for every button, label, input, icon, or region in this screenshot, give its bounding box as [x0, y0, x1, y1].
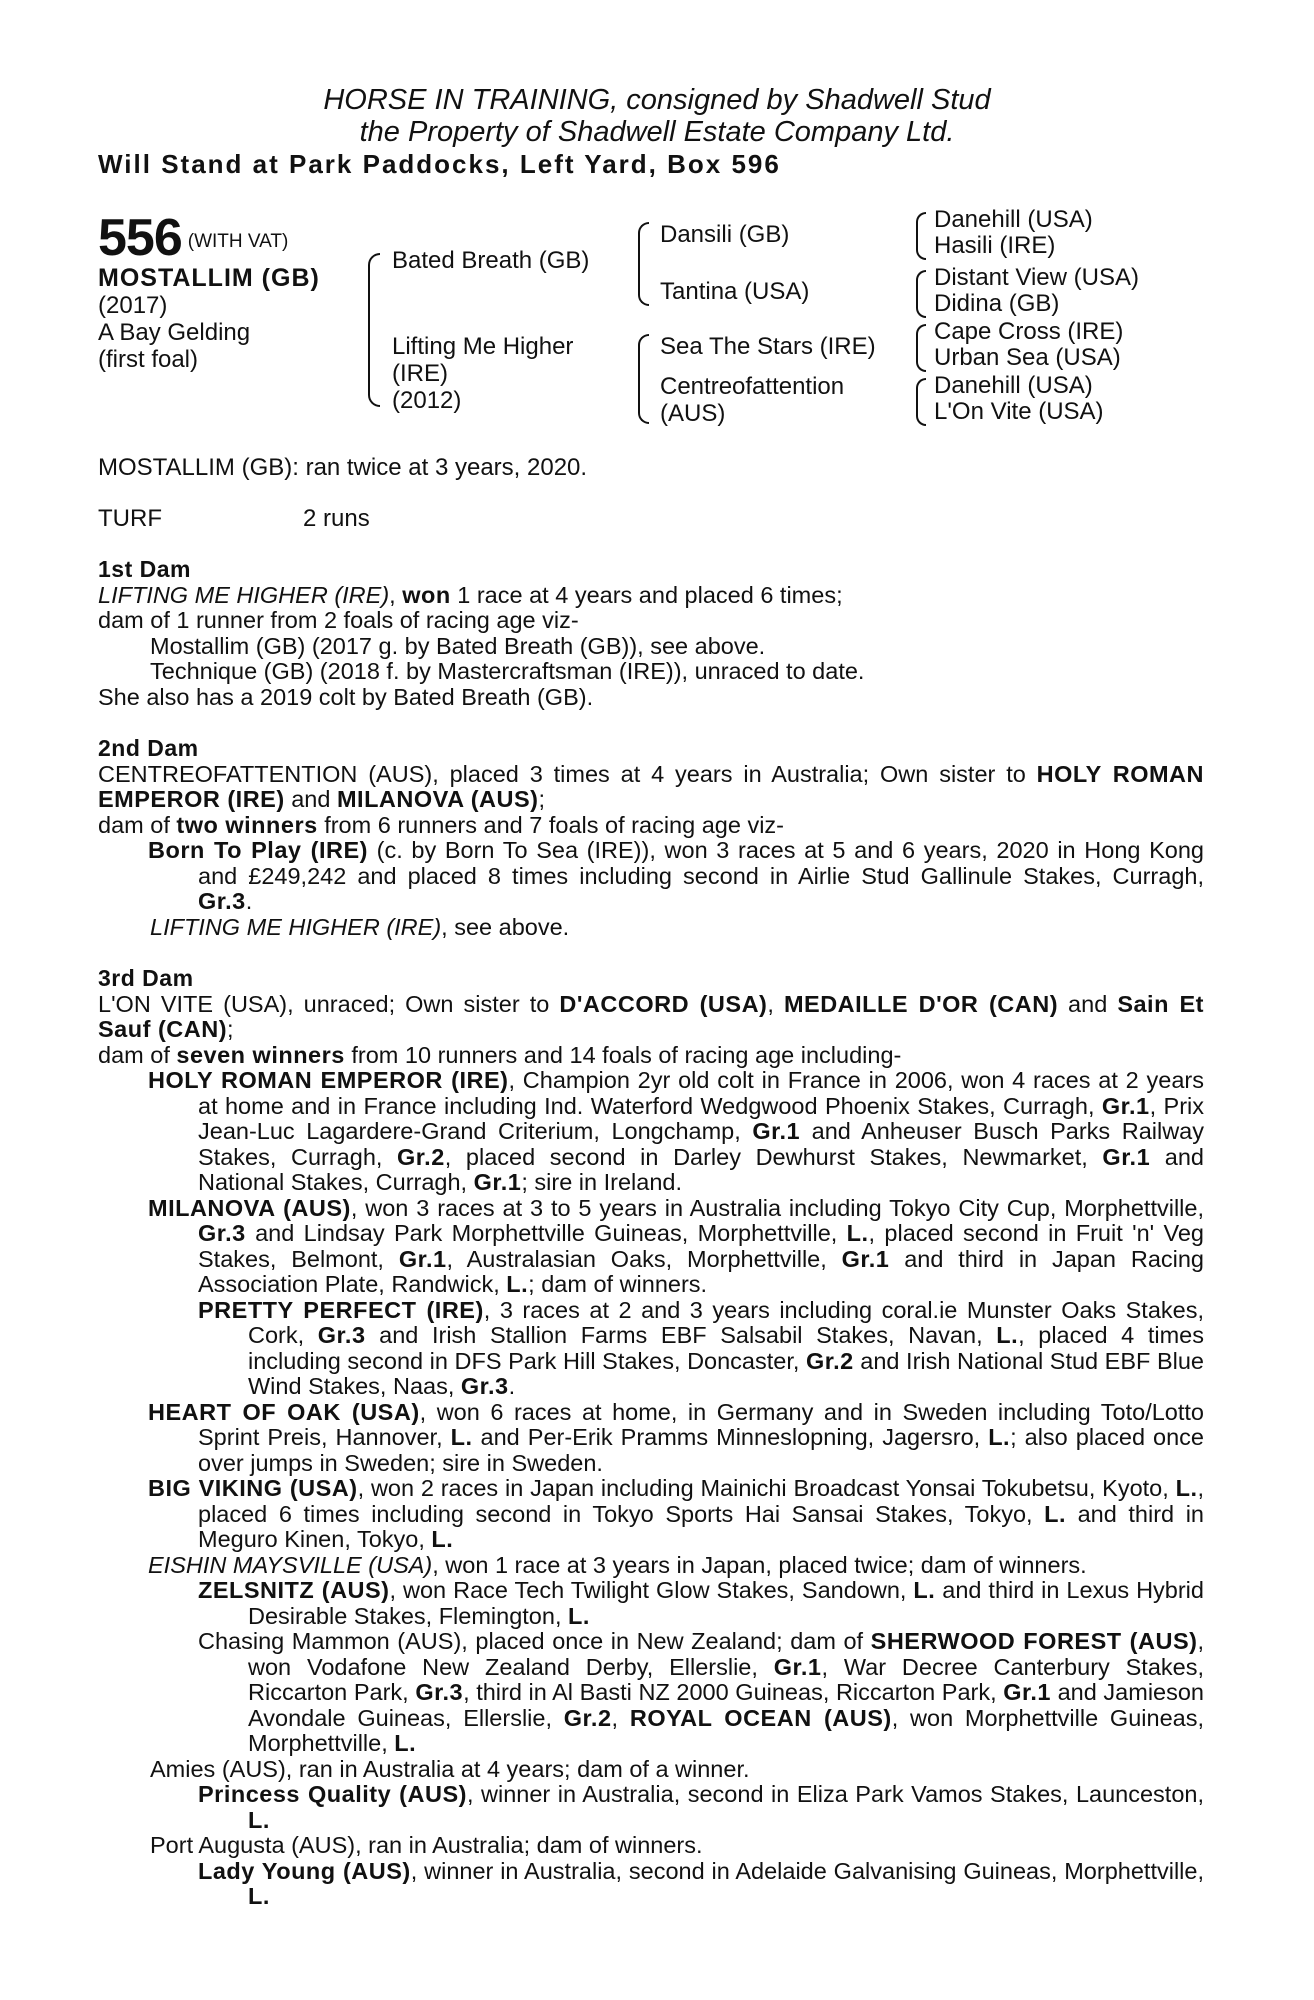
vat-note: (WITH VAT) [187, 231, 289, 252]
pedigree-brace [368, 253, 380, 407]
pedigree-sdd: Didina (GB) [934, 290, 1060, 317]
pedigree-dsd: Urban Sea (USA) [934, 344, 1121, 371]
produce-item: HEART OF OAK (USA), won 6 races at home, in Germany and in Sweden including Toto/Lotto Sprint Preis, Hannover, L. and Per-Erik Pramms Minneslopning, Jagersro, L.; also placed once over jumps in Sweden; sire in Sweden. [148, 1398, 1204, 1476]
dam-note: She also has a 2019 colt by Bated Breath (GB). [98, 683, 594, 710]
pedigree-dam-line2: (IRE) [392, 360, 448, 387]
produce-item: Amies (AUS), ran in Australia at 4 years; dam of a winner. [150, 1755, 750, 1782]
race-summary: MOSTALLIM (GB): ran twice at 3 years, 2020. [98, 454, 588, 481]
pedigree-brace [916, 270, 926, 318]
second-dam-section [98, 736, 1204, 940]
lot-number: 556 [98, 209, 182, 267]
dam-produce-intro: dam of 1 runner from 2 foals of racing age viz- [98, 607, 579, 633]
dam-summary: L'ON VITE (USA), unraced; Own sister to D'ACCORD (USA), MEDAILLE D'OR (CAN) and Sain Et Sauf (CAN); [98, 990, 1204, 1042]
produce-item: Mostallim (GB) (2017 g. by Bated Breath (GB)), see above. [150, 632, 766, 659]
pedigree-sire-sire: Dansili (GB) [660, 221, 790, 248]
dam-produce-intro: dam of two winners from 6 runners and 7 foals of racing age viz- [98, 811, 784, 838]
turf-label: TURF [98, 505, 162, 532]
section-heading: 1st Dam [98, 556, 191, 582]
horse-description: A Bay Gelding [98, 319, 251, 346]
produce-item: PRETTY PERFECT (IRE), 3 races at 2 and 3 years including coral.ie Munster Oaks Stakes, Cork, Gr.3 and Irish Stallion Farms EBF Salsabil Stakes, Navan, L., placed 4 times including second in DFS Park Hill Stakes, Doncaster, Gr.2 and Irish National Stud EBF Blue Wind Stakes, Naas, Gr.3. [198, 1296, 1204, 1399]
horse-note: (first foal) [98, 346, 199, 373]
pedigree-sss: Danehill (USA) [934, 206, 1093, 233]
pedigree-dam-line1: Lifting Me Higher [392, 333, 574, 360]
pedigree-dam-dam-line2: (AUS) [660, 400, 726, 427]
header-line-2: the Property of Shadwell Estate Company Ltd. [359, 116, 955, 148]
dam-summary: CENTREOFATTENTION (AUS), placed 3 times at 4 years in Australia; Own sister to HOLY ROMAN EMPEROR (IRE) and MILANOVA (AUS); [98, 760, 1204, 812]
pedigree-brace [916, 324, 926, 372]
pedigree-dam-sire: Sea The Stars (IRE) [660, 333, 876, 360]
produce-item: Port Augusta (AUS), ran in Australia; dam of winners. [150, 1832, 703, 1858]
produce-item: Chasing Mammon (AUS), placed once in New Zealand; dam of SHERWOOD FOREST (AUS), won Vodafone New Zealand Derby, Ellerslie, Gr.1, War Decree Canterbury Stakes, Riccarton Park, Gr.3, third in Al Basti NZ 2000 Guineas, Riccarton Park, Gr.1 and Jamieson Avondale Guineas, Ellerslie, Gr.2, ROYAL OCEAN (AUS), won Morphettville Guineas, Morphettville, L. [198, 1628, 1204, 1756]
pedigree-sire-dam: Tantina (USA) [660, 278, 810, 305]
pedigree-brace [916, 378, 926, 426]
pedigree-brace [638, 222, 649, 306]
produce-item: Lady Young (AUS), winner in Australia, second in Adelaide Galvanising Guineas, Morphettville, L. [198, 1857, 1204, 1909]
produce-item: Princess Quality (AUS), winner in Australia, second in Eliza Park Vamos Stakes, Launceston, L. [198, 1781, 1204, 1833]
first-dam-section [98, 557, 1204, 710]
horse-name: MOSTALLIM (GB) [98, 264, 320, 292]
pedigree-dss: Cape Cross (IRE) [934, 318, 1124, 345]
dam-produce-intro: dam of seven winners from 10 runners and 14 foals of racing age including- [98, 1041, 902, 1068]
dam-summary: LIFTING ME HIGHER (IRE), won 1 race at 4 years and placed 6 times; [98, 581, 843, 608]
pedigree-ssd: Hasili (IRE) [934, 232, 1056, 259]
produce-item: Born To Play (IRE) (c. by Born To Sea (IRE)), won 3 races at 5 and 6 years, 2020 in Hong Kong and £249,242 and placed 8 times including second in Airlie Stud Gallinule Stakes, Curragh, Gr.3. [148, 837, 1205, 914]
header-line-3: Will Stand at Park Paddocks, Left Yard, Box 596 [98, 149, 781, 179]
pedigree-notes [98, 557, 1204, 1910]
third-dam-section [98, 966, 1204, 1910]
turf-runs: 2 runs [303, 505, 370, 532]
pedigree-dam-line3: (2012) [392, 387, 462, 414]
pedigree-dam-dam-line1: Centreofattention [660, 373, 845, 400]
produce-item: BIG VIKING (USA), won 2 races in Japan including Mainichi Broadcast Yonsai Tokubetsu, Kyoto, L., placed 6 times including second in Tokyo Sports Hai Sansai Stakes, Tokyo, L. and third in Meguro Kinen, Tokyo, L. [148, 1475, 1205, 1552]
pedigree-brace [638, 334, 649, 424]
pedigree-brace [916, 212, 926, 260]
pedigree-sds: Distant View (USA) [934, 264, 1139, 291]
section-heading: 2nd Dam [98, 735, 199, 761]
produce-item: HOLY ROMAN EMPEROR (IRE), Champion 2yr old colt in France in 2006, won 4 races at 2 years at home and in France including Ind. Waterford Wedgwood Phoenix Stakes, Curragh, Gr.1, Prix Jean-Luc Lagardere-Grand Criterium, Longchamp, Gr.1 and Anheuser Busch Parks Railway Stakes, Curragh, Gr.2, placed second in Darley Dewhurst Stakes, Newmarket, Gr.1 and National Stakes, Curragh, Gr.1; sire in Ireland. [148, 1067, 1205, 1195]
pedigree-sire: Bated Breath (GB) [392, 247, 590, 274]
section-heading: 3rd Dam [98, 965, 194, 991]
lot-number-block [98, 208, 288, 268]
pedigree-dds: Danehill (USA) [934, 372, 1093, 399]
horse-year: (2017) [98, 292, 168, 319]
produce-item: ZELSNITZ (AUS), won Race Tech Twilight Glow Stakes, Sandown, L. and third in Lexus Hybrid Desirable Stakes, Flemington, L. [198, 1577, 1204, 1629]
produce-item: Technique (GB) (2018 f. by Mastercraftsman (IRE)), unraced to date. [150, 658, 865, 684]
produce-item: EISHIN MAYSVILLE (USA), won 1 race at 3 years in Japan, placed twice; dam of winners. [148, 1551, 1087, 1578]
pedigree-ddd: L'On Vite (USA) [934, 398, 1104, 425]
header-line-1: HORSE IN TRAINING, consigned by Shadwell Stud [323, 84, 991, 116]
produce-item: LIFTING ME HIGHER (IRE), see above. [150, 913, 570, 940]
produce-item: MILANOVA (AUS), won 3 races at 3 to 5 years in Australia including Tokyo City Cup, Morphettville, Gr.3 and Lindsay Park Morphettville Guineas, Morphettville, L., placed second in Fruit 'n' Veg Stakes, Belmont, Gr.1, Australasian Oaks, Morphettville, Gr.1 and third in Japan Racing Association Plate, Randwick, L.; dam of winners. [148, 1194, 1204, 1297]
